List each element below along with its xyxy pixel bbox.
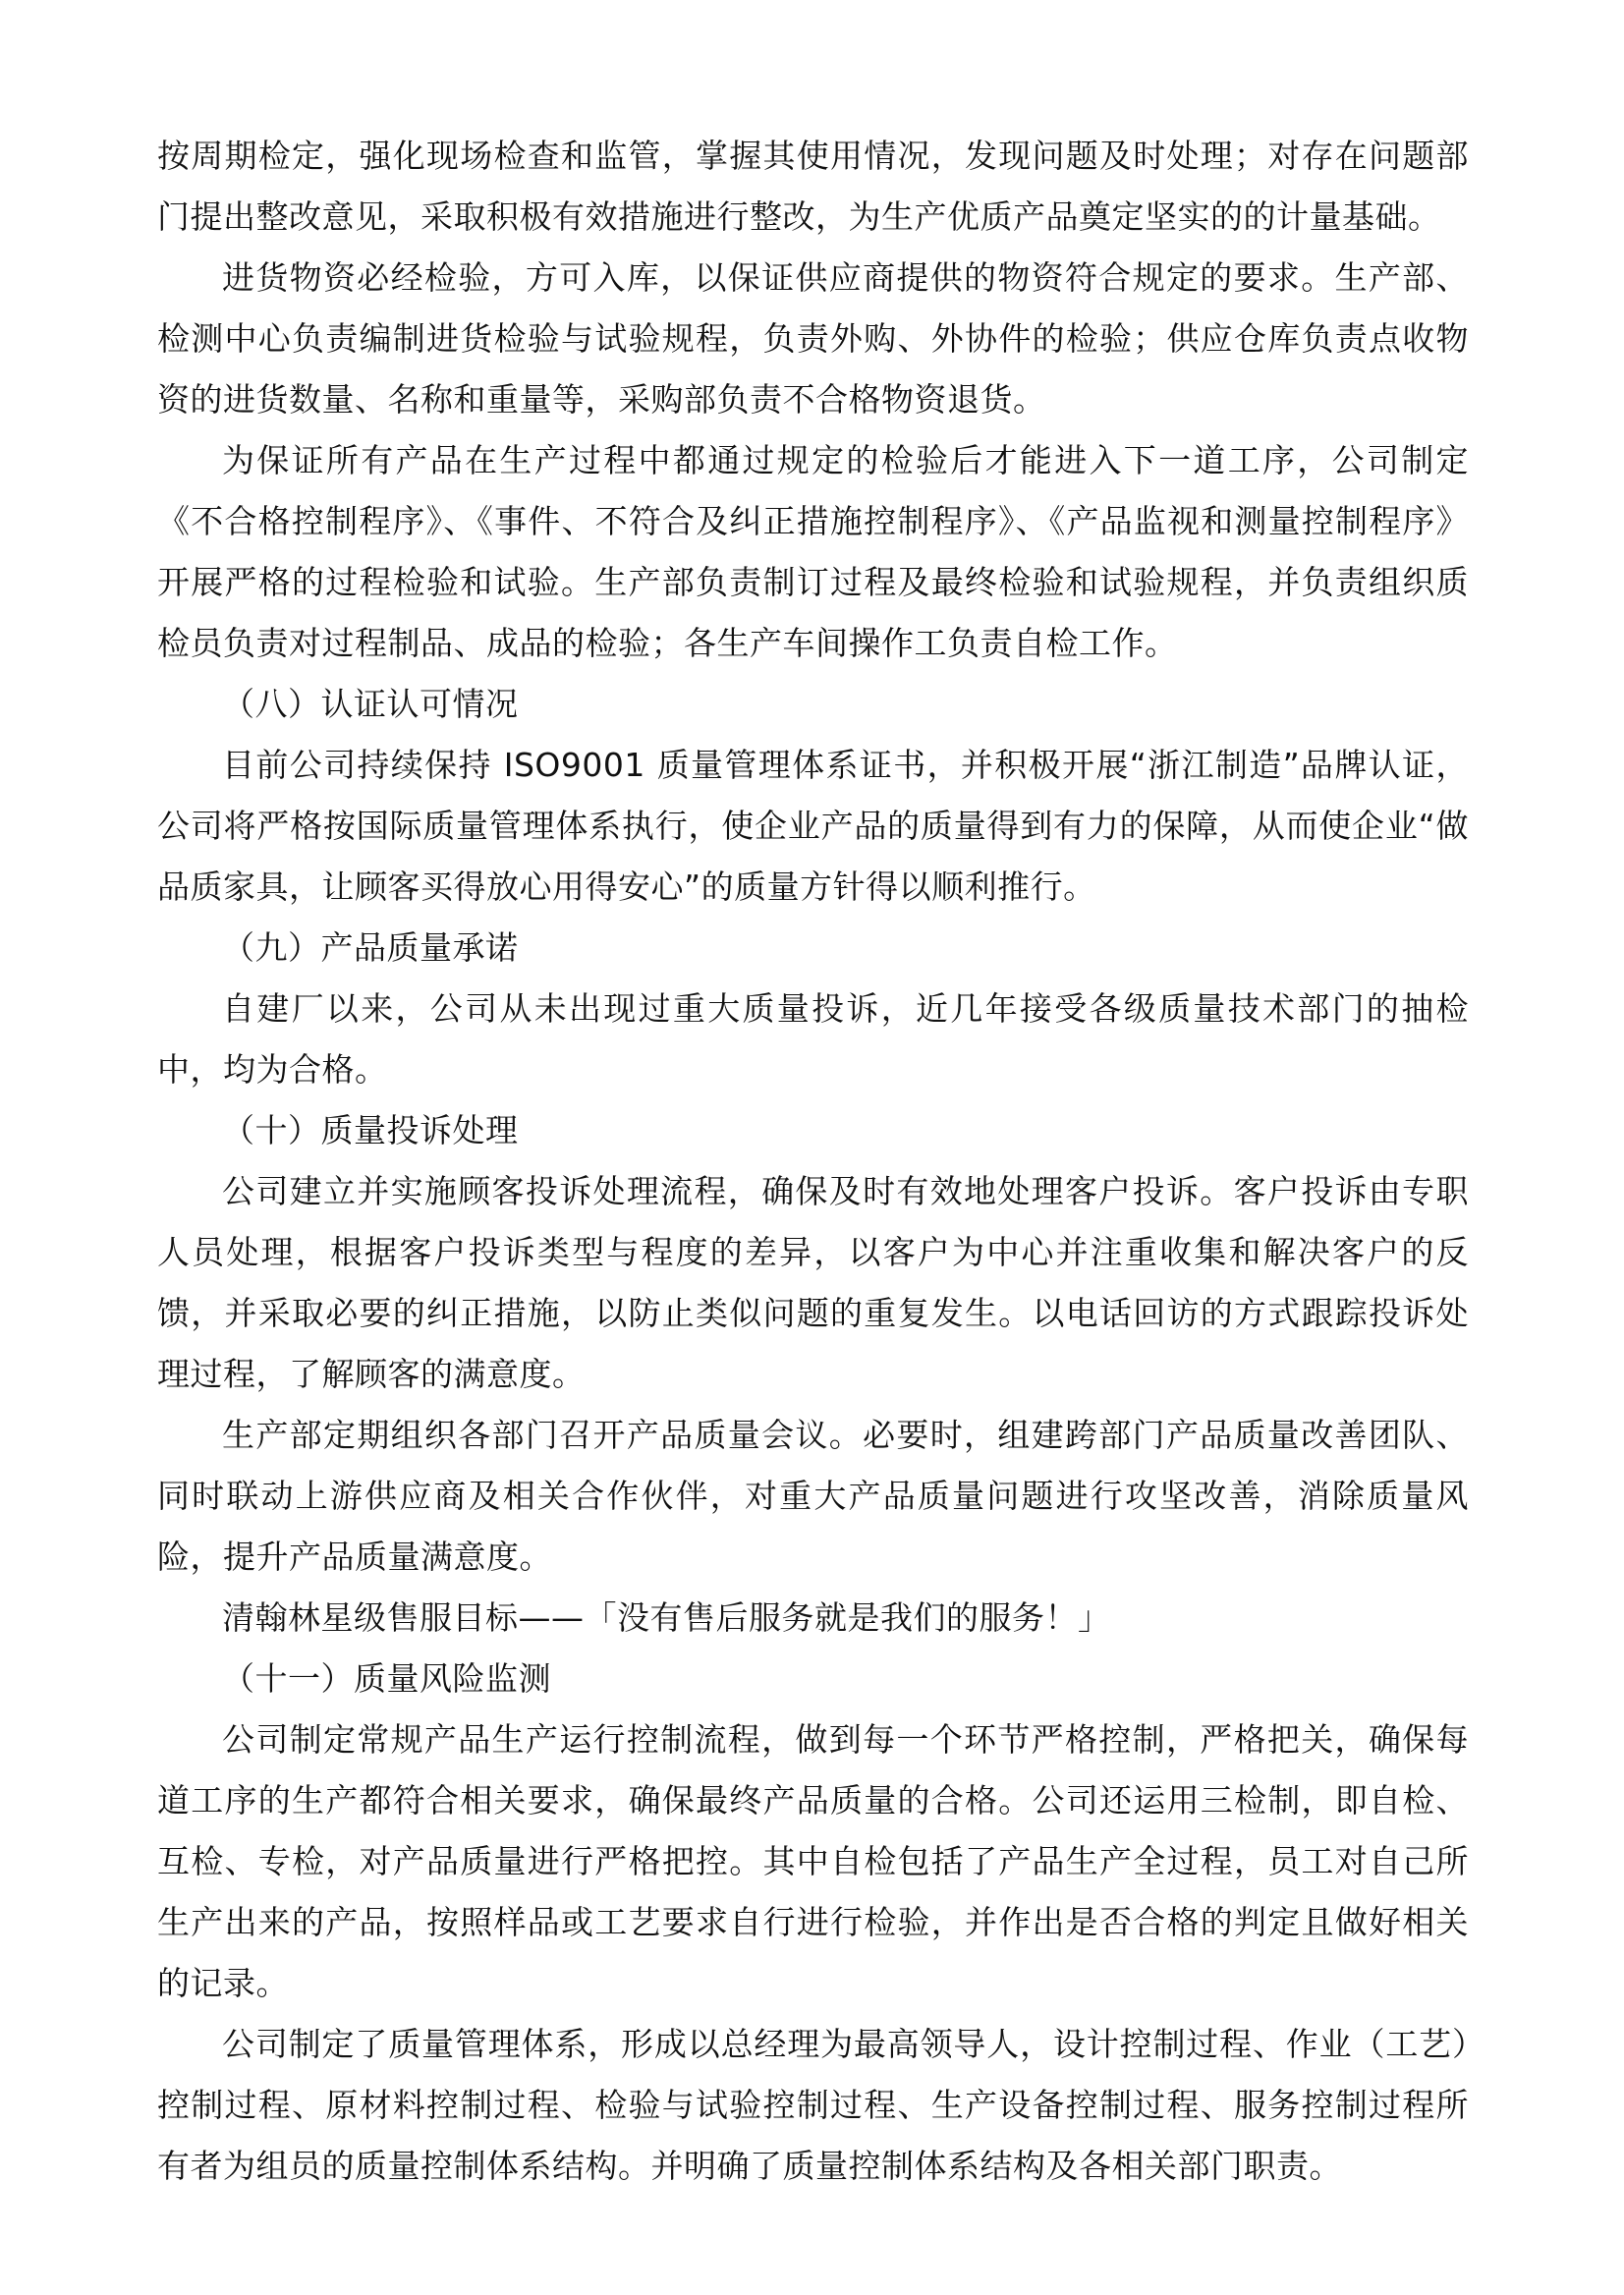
- paragraph-quality-commitment: 自建厂以来，公司从未出现过重大质量投诉，近几年接受各级质量技术部门的抽检中，均为合格。: [157, 989, 1469, 1089]
- paragraph-process-inspection: 为保证所有产品在生产过程中都通过规定的检验后才能进入下一道工序，公司制定《不合格控制程序》、《事件、不符合及纠正措施控制程序》、《产品监视和测量控制程序》开展严格的过程检验和试验。生产部负责制订过程及最终检验和试验规程，并负责组织质检员负责对过程制品、成品的检验；各生产车间操作工负责自检工作。: [157, 441, 1469, 662]
- section-heading-certification: （八）认证认可情况: [222, 685, 519, 723]
- document-body: [157, 126, 1469, 2197]
- section-heading-risk-monitoring: （十一）质量风险监测: [222, 1659, 551, 1698]
- paragraph-complaint-handling: 公司建立并实施顾客投诉处理流程，确保及时有效地处理客户投诉。客户投诉由专职人员处理，根据客户投诉类型与程度的差异，以客户为中心并注重收集和解决客户的反馈，并采取必要的纠正措施，以防止类似问题的重复发生。以电话回访的方式跟踪投诉处理过程，了解顾客的满意度。: [157, 1172, 1469, 1393]
- paragraph-risk-monitoring: 公司制定常规产品生产运行控制流程，做到每一个环节严格控制，严格把关，确保每道工序的生产都符合相关要求，确保最终产品质量的合格。公司还运用三检制，即自检、互检、专检，对产品质量进行严格把控。其中自检包括了产品生产全过程，员工对自己所生产出来的产品，按照样品或工艺要求自行进行检验，并作出是否合格的判定且做好相关的记录。: [157, 1720, 1469, 2002]
- section-heading-quality-commitment: （九）产品质量承诺: [222, 928, 519, 967]
- paragraph-service-goal: 清翰林星级售服目标——「没有售后服务就是我们的服务！」: [222, 1598, 1111, 1637]
- paragraph-quality-meeting: 生产部定期组织各部门召开产品质量会议。必要时，组建跨部门产品质量改善团队、同时联动上游供应商及相关合作伙伴，对重大产品质量问题进行攻坚改善，消除质量风险，提升产品质量满意度。: [157, 1416, 1469, 1576]
- paragraph-incoming-inspection: 进货物资必经检验，方可入库，以保证供应商提供的物资符合规定的要求。生产部、检测中心负责编制进货检验与试验规程，负责外购、外协件的检验；供应仓库负责点收物资的进货数量、名称和重量等，采购部负责不合格物资退货。: [157, 258, 1469, 419]
- paragraph-certification: 目前公司持续保持 ISO9001 质量管理体系证书，并积极开展“浙江制造”品牌认证，公司将严格按国际质量管理体系执行，使企业产品的质量得到有力的保障，从而使企业“做品质家具，让顾客买得放心用得安心”的质量方针得以顺利推行。: [157, 746, 1469, 906]
- paragraph-quality-system: 公司制定了质量管理体系，形成以总经理为最高领导人，设计控制过程、作业（工艺）控制过程、原材料控制过程、检验与试验控制过程、生产设备控制过程、服务控制过程所有者为组员的质量控制体系结构。并明确了质量控制体系结构及各相关部门职责。: [157, 2025, 1469, 2185]
- section-heading-complaint-handling: （十）质量投诉处理: [222, 1111, 519, 1149]
- paragraph-metrology-calibration: 按周期检定，强化现场检查和监管，掌握其使用情况，发现问题及时处理；对存在问题部门提出整改意见，采取积极有效措施进行整改，为生产优质产品奠定坚实的的计量基础。: [157, 137, 1469, 236]
